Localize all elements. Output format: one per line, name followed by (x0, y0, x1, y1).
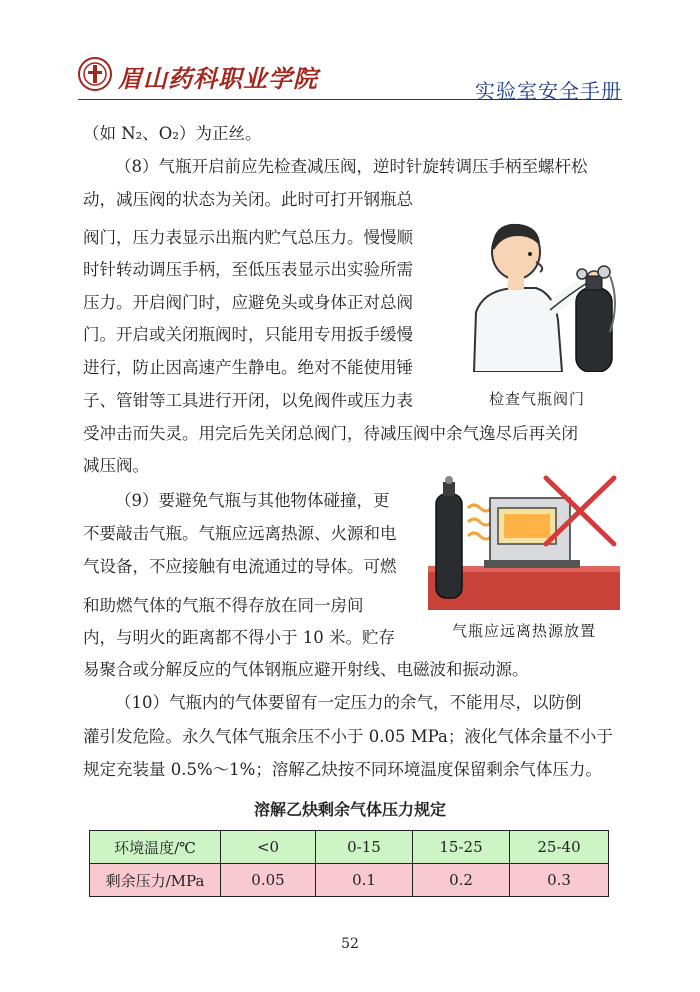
paragraph-line: 进行，防止因高速产生静电。绝对不能使用锤 (83, 358, 413, 377)
paragraph-line: 不要敲击气瓶。气瓶应远离热源、火源和电 (83, 524, 397, 543)
paragraph-line: 灌引发危险。永久气体气瓶余压不小于 0.05 MPa；液化气体余量不小于 (83, 727, 613, 746)
header-divider (78, 99, 622, 100)
valve-check-caption: 检查气瓶阀门 (488, 390, 585, 408)
table-cell: 0.1 (316, 864, 413, 897)
paragraph-line: 阀门，压力表显示出瓶内贮气总压力。慢慢顺 (83, 228, 413, 247)
table-title: 溶解乙炔剩余气体压力规定 (253, 800, 446, 819)
acetylene-pressure-table (89, 830, 609, 897)
table-header-cell: 剩余压力/MPa (90, 864, 221, 897)
paragraph-line: 受冲击而失灵。用完后先关闭总阀门，待减压阀中余气逸尽后再关闭 (83, 424, 578, 443)
paragraph-line: 易聚合或分解反应的气体钢瓶应避开射线、电磁波和振动源。 (83, 660, 529, 679)
paragraph-line: 压力。开启阀门时，应避免头或身体正对总阀 (83, 293, 413, 312)
table-cell: 15-25 (413, 831, 510, 864)
page-number: 52 (341, 936, 359, 952)
manual-title: 实验室安全手册 (475, 79, 622, 103)
paragraph-line: （9）要避免气瓶与其他物体碰撞，更 (115, 491, 390, 510)
heat-source-caption: 气瓶应远离热源放置 (451, 622, 596, 640)
table-cell: 25-40 (510, 831, 609, 864)
school-name: 眉山药科职业学院 (118, 64, 318, 93)
paragraph-line: 子、管钳等工具进行开闭，以免阀件或压力表 (83, 391, 413, 410)
paragraph-line: 气设备，不应接触有电流通过的导体。可燃 (83, 557, 397, 576)
school-seal-logo (78, 57, 112, 91)
table-cell: 0.05 (221, 864, 316, 897)
table-cell: <0 (221, 831, 316, 864)
paragraph-line: 时针转动调压手柄，至低压表显示出实验所需 (83, 260, 413, 279)
heat-source-illustration (428, 474, 620, 610)
paragraph-line: 减压阀。 (83, 456, 149, 475)
valve-check-illustration (454, 202, 620, 372)
table-header-cell: 环境温度/℃ (90, 831, 221, 864)
page-header (78, 55, 622, 103)
paragraph-line: （10）气瓶内的气体要留有一定压力的余气，不能用尽，以防倒 (115, 693, 582, 712)
table-cell: 0.3 (510, 864, 609, 897)
table-cell: 0-15 (316, 831, 413, 864)
table-cell: 0.2 (413, 864, 510, 897)
paragraph-line: 和助燃气体的气瓶不得存放在同一房间 (83, 596, 364, 615)
table-row (90, 831, 609, 864)
paragraph-line: 规定充装量 0.5%～1%；溶解乙炔按不同环境温度保留剩余气体压力。 (83, 760, 602, 779)
paragraph-line: 内，与明火的距离都不得小于 10 米。贮存 (83, 628, 395, 647)
paragraph-line: 门。开启或关闭瓶阀时，只能用专用扳手缓慢 (83, 325, 413, 344)
table-row (90, 864, 609, 897)
paragraph-line: 动，减压阀的状态为关闭。此时可打开钢瓶总 (83, 190, 413, 209)
paragraph-line: （如 N₂、O₂）为正丝。 (83, 124, 262, 143)
paragraph-line: （8）气瓶开启前应先检查减压阀，逆时针旋转调压手柄至螺杆松 (115, 157, 588, 176)
